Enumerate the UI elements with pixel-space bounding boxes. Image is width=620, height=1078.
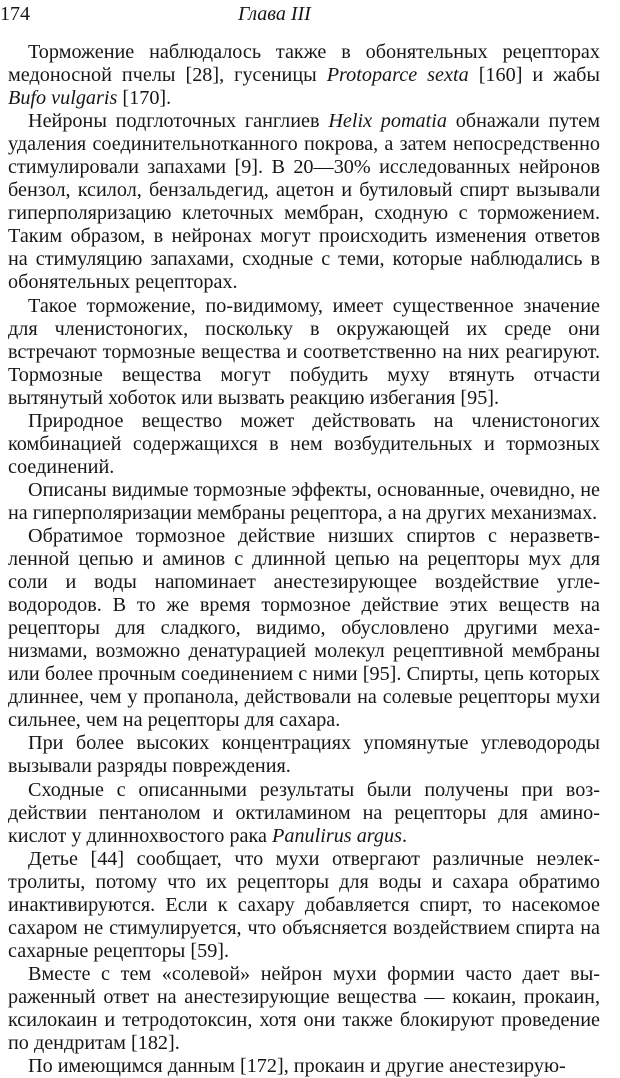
paragraph-5: Описаны видимые тормозные эффекты, основанные, очевидно, не на гиперполяризации мембраны рецептора, а на других механизмах. <box>8 478 600 524</box>
paragraph-8: Сходные с описанными результаты были получены при воздействии пентанолом и октиламином на рецепторы для аминокислот у длиннохвостого рака Panulirus argus. <box>8 778 600 847</box>
paragraph-9: Детье [44] сообщает, что мухи отвергают различные неэлектролиты, потому что их рецепторы для воды и сахара обратимо инактивируются. Если к сахару добавляется спирт, то насекомое сахаром не стимулируется, что объясняется воздействием спирта на сахарные рецепторы [59]. <box>8 847 600 962</box>
running-header <box>0 2 620 28</box>
body-text <box>8 41 600 1078</box>
paragraph-7: При более высоких концентрациях упомянутые углеводороды вызывали разряды повреждения. <box>8 732 600 778</box>
species-name: Protoparce sexta <box>326 64 469 87</box>
chapter-title: Глава III <box>238 3 311 25</box>
species-name: Bufo vulgaris <box>8 87 118 110</box>
page-number: 174 <box>0 3 30 25</box>
paragraph-11: По имеющимся данным [172], прокаин и другие анестезирую- <box>28 1055 566 1078</box>
paragraph-2: Нейроны подглоточных ганглиев Helix pomatia обнажали путем удаления соединительнотканного покрова, а затем непосредственно стимулировали запахами [9]. В 20—30% исследованных нейронов бензол, ксилол, бензальдегид, ацетон и бутиловый спирт вызывали гиперполяризацию клеточных мембран, сходную с торможением. Таким образом, в нейронах могут происходить изменения ответов на стимуляцию запахами, сходные с теми, которые наблюдались в обонятельных рецепторах. <box>8 110 600 294</box>
paragraph-10: Вместе с тем «солевой» нейрон мухи формии часто дает выраженный ответ на анестезирующие вещества — кокаин, прокаин, ксилокаин и тетродотоксин, хотя они также блокируют проведение по дендритам [182]. <box>8 962 600 1055</box>
species-name: Helix pomatia <box>328 110 447 133</box>
species-name: Panulirus argus <box>272 824 402 847</box>
paragraph-6: Обратимое тормозное действие низших спиртов с неразветвленной цепью и аминов с длинной цепью на рецепторы мух для соли и воды напоминает анестезирующее воздействие углеводородов. В то же время тормозное действие этих веществ на рецепторы для сладкого, видимо, обусловлено другими механизмами, возможно денатурацией молекул рецептивной мембраны или более прочным соединением с ними [95]. Спирты, цепь которых длиннее, чем у пропанола, действовали на солевые рецепторы мухи сильнее, чем на рецепторы для сахара. <box>8 524 600 732</box>
paragraph-1: Торможение наблюдалось также в обонятельных рецепторах медоносной пчелы [28], гусеницы Protoparce sexta [160] и жабы Bufo vulgaris [170]. <box>8 41 600 110</box>
paragraph-4: Природное вещество может действовать на членистоногих комбинацией содержащихся в нем возбудительных и тормозных соединений. <box>8 409 600 478</box>
paragraph-3: Такое торможение, по-видимому, имеет существенное значение для членистоногих, поскольку в окружающей их среде они встречают тормозные вещества и соответственно на них реагируют. Тормозные вещества могут побудить муху втянуть отчасти вытянутый хоботок или вызвать реакцию избегания [95]. <box>8 294 600 409</box>
